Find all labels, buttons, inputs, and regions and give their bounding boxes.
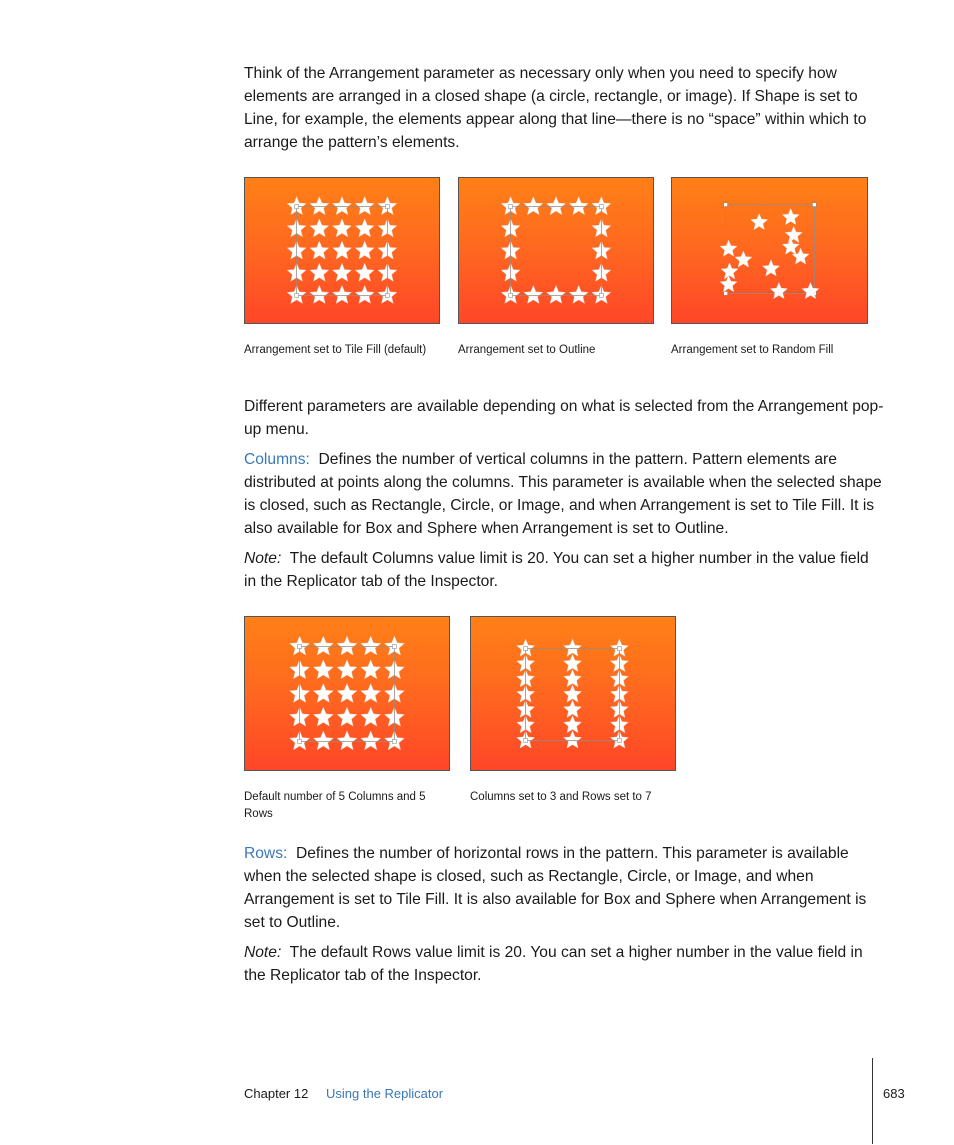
star-icon bbox=[310, 286, 329, 304]
star-icon bbox=[355, 219, 374, 237]
columns-note bbox=[244, 547, 884, 593]
corner-handle bbox=[524, 647, 528, 651]
shape-bounding-box bbox=[511, 207, 602, 296]
star-icon bbox=[333, 197, 352, 215]
star-icon bbox=[337, 684, 357, 703]
caption-random-fill: Arrangement set to Random Fill bbox=[671, 344, 834, 356]
arrangement-paragraph: Different parameters are available depending on what is selected from the Arrangement pop-up menu. bbox=[244, 398, 884, 438]
star-icon bbox=[524, 286, 543, 304]
star-icon bbox=[564, 685, 582, 702]
rows-definition bbox=[244, 842, 884, 934]
corner-handle bbox=[509, 293, 513, 297]
corner-handle bbox=[617, 738, 621, 742]
corner-handle bbox=[724, 203, 728, 207]
tile-fill-illustration bbox=[245, 178, 439, 323]
star-icon bbox=[569, 197, 588, 215]
star-icon bbox=[361, 636, 381, 655]
rows-note bbox=[244, 941, 884, 987]
intro-paragraph: Think of the Arrangement parameter as necessary only when you need to specify how elements are arranged in a closed shape (a circle, rectangle, or image). If Shape is set to Line, for example, the elements appear along that line—there is no “space” within which to arrange the pattern’s elements. bbox=[244, 65, 867, 151]
corner-handle bbox=[392, 739, 396, 743]
star-icon bbox=[313, 731, 333, 750]
star-icon bbox=[564, 700, 582, 717]
star-icon bbox=[770, 283, 787, 299]
columns-definition bbox=[244, 448, 884, 540]
footer-chapter: Chapter 12 bbox=[244, 1086, 309, 1101]
star-icon bbox=[524, 197, 543, 215]
figure-5x5 bbox=[244, 616, 450, 771]
star-icon bbox=[313, 660, 333, 679]
corner-handle bbox=[295, 293, 299, 297]
star-icon bbox=[564, 670, 582, 687]
star-icon bbox=[720, 240, 737, 256]
star-icon bbox=[751, 214, 768, 230]
corner-handle bbox=[599, 205, 603, 209]
five-by-five-illustration bbox=[245, 617, 449, 770]
figure-3x7 bbox=[470, 616, 676, 771]
star-icon bbox=[735, 251, 752, 267]
star-icon bbox=[313, 707, 333, 726]
corner-handle bbox=[385, 205, 389, 209]
columns-note-text: The default Columns value limit is 20. You can set a higher number in the value field in the Replicator tab of the Inspector. bbox=[244, 550, 869, 590]
star-icon bbox=[361, 707, 381, 726]
corner-handle bbox=[298, 739, 302, 743]
star-icon bbox=[337, 707, 357, 726]
three-by-seven-illustration bbox=[471, 617, 675, 770]
star-icon bbox=[762, 260, 779, 276]
caption-tile-fill: Arrangement set to Tile Fill (default) bbox=[244, 344, 427, 356]
caption-outline: Arrangement set to Outline bbox=[458, 344, 596, 356]
star-icon bbox=[547, 197, 566, 215]
footer-chapter-title: Using the Replicator bbox=[326, 1086, 444, 1101]
corner-handle bbox=[385, 293, 389, 297]
star-icon bbox=[310, 219, 329, 237]
rows-note-text: The default Rows value limit is 20. You can set a higher number in the value field in the Replicator tab of the Inspector. bbox=[244, 944, 863, 984]
page-number: 683 bbox=[883, 1086, 905, 1101]
corner-handle bbox=[509, 205, 513, 209]
random-fill-illustration bbox=[672, 178, 867, 323]
star-icon bbox=[313, 684, 333, 703]
caption-3x7: Columns set to 3 and Rows set to 7 bbox=[470, 791, 652, 803]
corner-handle bbox=[295, 205, 299, 209]
columns-text: Defines the number of vertical columns in the pattern. Pattern elements are distributed at points along the columns. This parameter is available when the selected shape is closed, such as Rectangle, Circle, or Image, and when Arrangement is set to Tile Fill. It is also available for Box and Sphere when Arrangement is set to Outline. bbox=[244, 451, 882, 537]
figure-random-fill bbox=[671, 177, 868, 324]
star-icon bbox=[310, 241, 329, 259]
corner-handle bbox=[617, 647, 621, 651]
star-icon bbox=[564, 639, 582, 656]
star-icon bbox=[333, 219, 352, 237]
star-icon bbox=[361, 660, 381, 679]
star-icon bbox=[355, 263, 374, 281]
star-icon bbox=[564, 655, 582, 672]
star-icon bbox=[782, 209, 799, 225]
columns-term: Columns: bbox=[244, 451, 310, 468]
star-icon bbox=[547, 286, 566, 304]
star-icon bbox=[564, 716, 582, 733]
figure-outline bbox=[458, 177, 654, 324]
corner-handle bbox=[392, 645, 396, 649]
star-icon bbox=[310, 263, 329, 281]
star-icon bbox=[337, 731, 357, 750]
star-icon bbox=[333, 263, 352, 281]
star-icon bbox=[361, 684, 381, 703]
star-icon bbox=[569, 286, 588, 304]
outline-illustration bbox=[459, 178, 653, 323]
corner-handle bbox=[812, 203, 816, 207]
rows-text: Defines the number of horizontal rows in the pattern. This parameter is available when the selected shape is closed, such as Rectangle, Circle, or Image, and when Arrangement is set to Tile Fill. It is also available for Box and Sphere when Arrangement is set to Outline. bbox=[244, 845, 867, 931]
figure-tile-fill bbox=[244, 177, 440, 324]
star-icon bbox=[564, 731, 582, 748]
caption-5x5: Default number of 5 Columns and 5 Rows bbox=[244, 791, 426, 820]
star-icon bbox=[333, 241, 352, 259]
star-icon bbox=[802, 283, 819, 299]
corner-handle bbox=[524, 738, 528, 742]
corner-handle bbox=[298, 645, 302, 649]
star-icon bbox=[721, 263, 738, 279]
star-icon bbox=[355, 241, 374, 259]
star-icon bbox=[361, 731, 381, 750]
star-icon bbox=[313, 636, 333, 655]
star-icon bbox=[333, 286, 352, 304]
star-icon bbox=[355, 197, 374, 215]
rows-term: Rows: bbox=[244, 845, 288, 862]
star-icon bbox=[337, 660, 357, 679]
star-icon bbox=[310, 197, 329, 215]
star-icon bbox=[337, 636, 357, 655]
corner-handle bbox=[599, 293, 603, 297]
rows-note-label: Note: bbox=[244, 944, 282, 961]
star-icon bbox=[785, 226, 802, 242]
star-icon bbox=[355, 286, 374, 304]
footer-divider bbox=[872, 1058, 873, 1144]
columns-note-label: Note: bbox=[244, 550, 282, 567]
corner-handle bbox=[724, 291, 728, 295]
